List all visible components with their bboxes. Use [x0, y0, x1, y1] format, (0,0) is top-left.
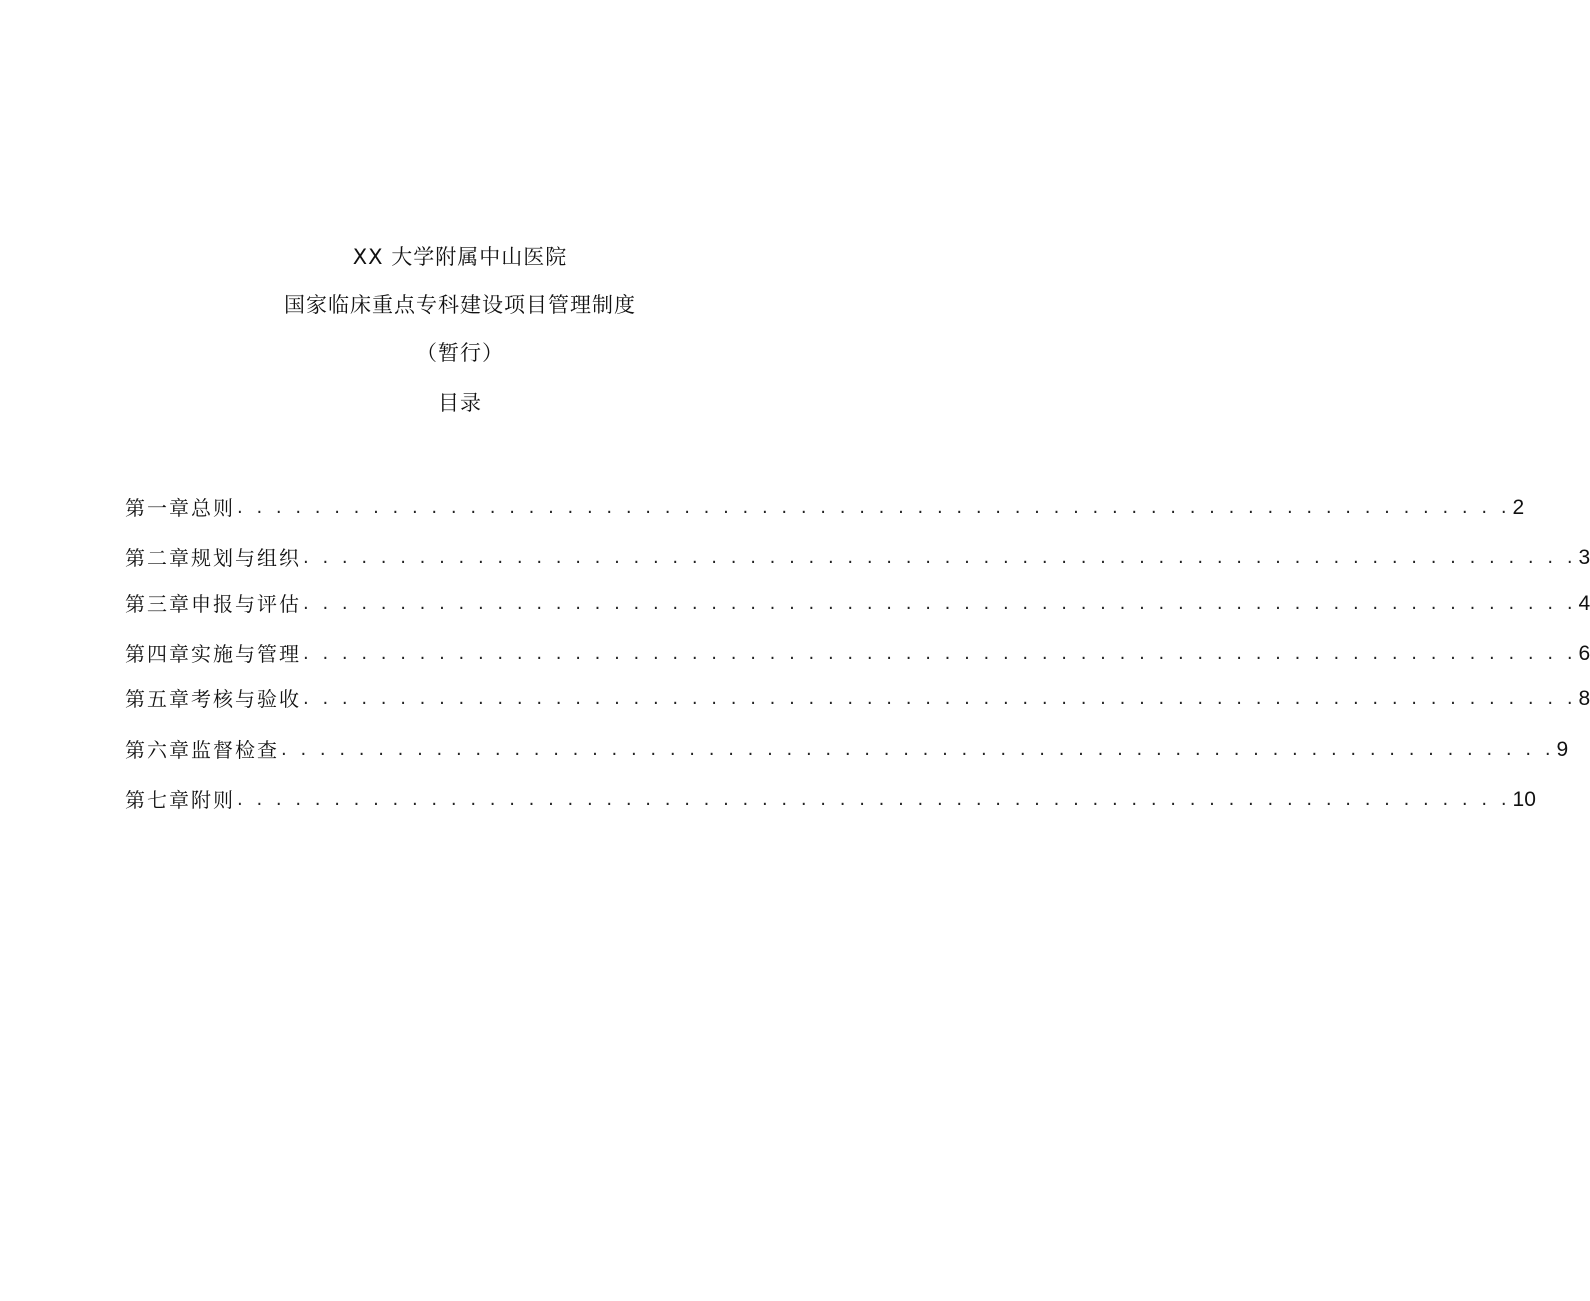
toc-item-label: 第三章申报与评估 [125, 592, 301, 616]
toc-leader: . . . . . . . . . . . . . . . . . . . . . . . . . . . . . . . . . . . . . . . . . . . . . . . . . . . . . . . . . . . . . . . . . . [303, 547, 1577, 568]
toc-item-3[interactable] [125, 588, 1590, 616]
toc-item-label: 第四章实施与管理 [125, 642, 301, 666]
toc-leader: . . . . . . . . . . . . . . . . . . . . . . . . . . . . . . . . . . . . . . . . . . . . . . . . . . . . . . . . . . . . . . . . . . [237, 497, 1511, 518]
toc-item-page: 10 [1512, 788, 1536, 811]
toc-leader: . . . . . . . . . . . . . . . . . . . . . . . . . . . . . . . . . . . . . . . . . . . . . . . . . . . . . . . . . . . . . . . . . . [237, 789, 1511, 810]
toc-leader: . . . . . . . . . . . . . . . . . . . . . . . . . . . . . . . . . . . . . . . . . . . . . . . . . . . . . . . . . . . . . . . . . . [281, 739, 1555, 760]
status-note: （暂行） [416, 341, 504, 365]
toc-item-page: 4 [1578, 592, 1590, 615]
institution-name: XX 大学附属中山医院 [352, 245, 568, 269]
toc-item-1[interactable] [125, 492, 1525, 520]
toc-item-2[interactable] [125, 542, 1590, 570]
toc-heading: 目录 [438, 391, 482, 415]
toc-leader: . . . . . . . . . . . . . . . . . . . . . . . . . . . . . . . . . . . . . . . . . . . . . . . . . . . . . . . . . . . . . . . . . . [303, 643, 1577, 664]
document-title: 国家临床重点专科建设项目管理制度 [284, 293, 636, 317]
toc-item-page: 8 [1578, 687, 1590, 710]
toc-item-label: 第五章考核与验收 [125, 687, 301, 711]
toc-item-page: 2 [1512, 496, 1525, 519]
toc-item-page: 6 [1578, 642, 1590, 665]
toc-item-6[interactable] [125, 734, 1569, 762]
toc-item-5[interactable] [125, 683, 1590, 711]
toc-item-label: 第二章规划与组织 [125, 546, 301, 570]
toc-item-label: 第六章监督检查 [125, 738, 279, 762]
toc-item-page: 9 [1556, 738, 1569, 761]
toc-item-label: 第七章附则 [125, 788, 235, 812]
toc-item-page: 3 [1578, 546, 1590, 569]
toc-leader: . . . . . . . . . . . . . . . . . . . . . . . . . . . . . . . . . . . . . . . . . . . . . . . . . . . . . . . . . . . . . . . . . . [303, 688, 1577, 709]
toc-leader: . . . . . . . . . . . . . . . . . . . . . . . . . . . . . . . . . . . . . . . . . . . . . . . . . . . . . . . . . . . . . . . . . . [303, 593, 1577, 614]
toc-item-7[interactable] [125, 784, 1536, 812]
toc-item-4[interactable] [125, 638, 1590, 666]
toc-item-label: 第一章总则 [125, 496, 235, 520]
